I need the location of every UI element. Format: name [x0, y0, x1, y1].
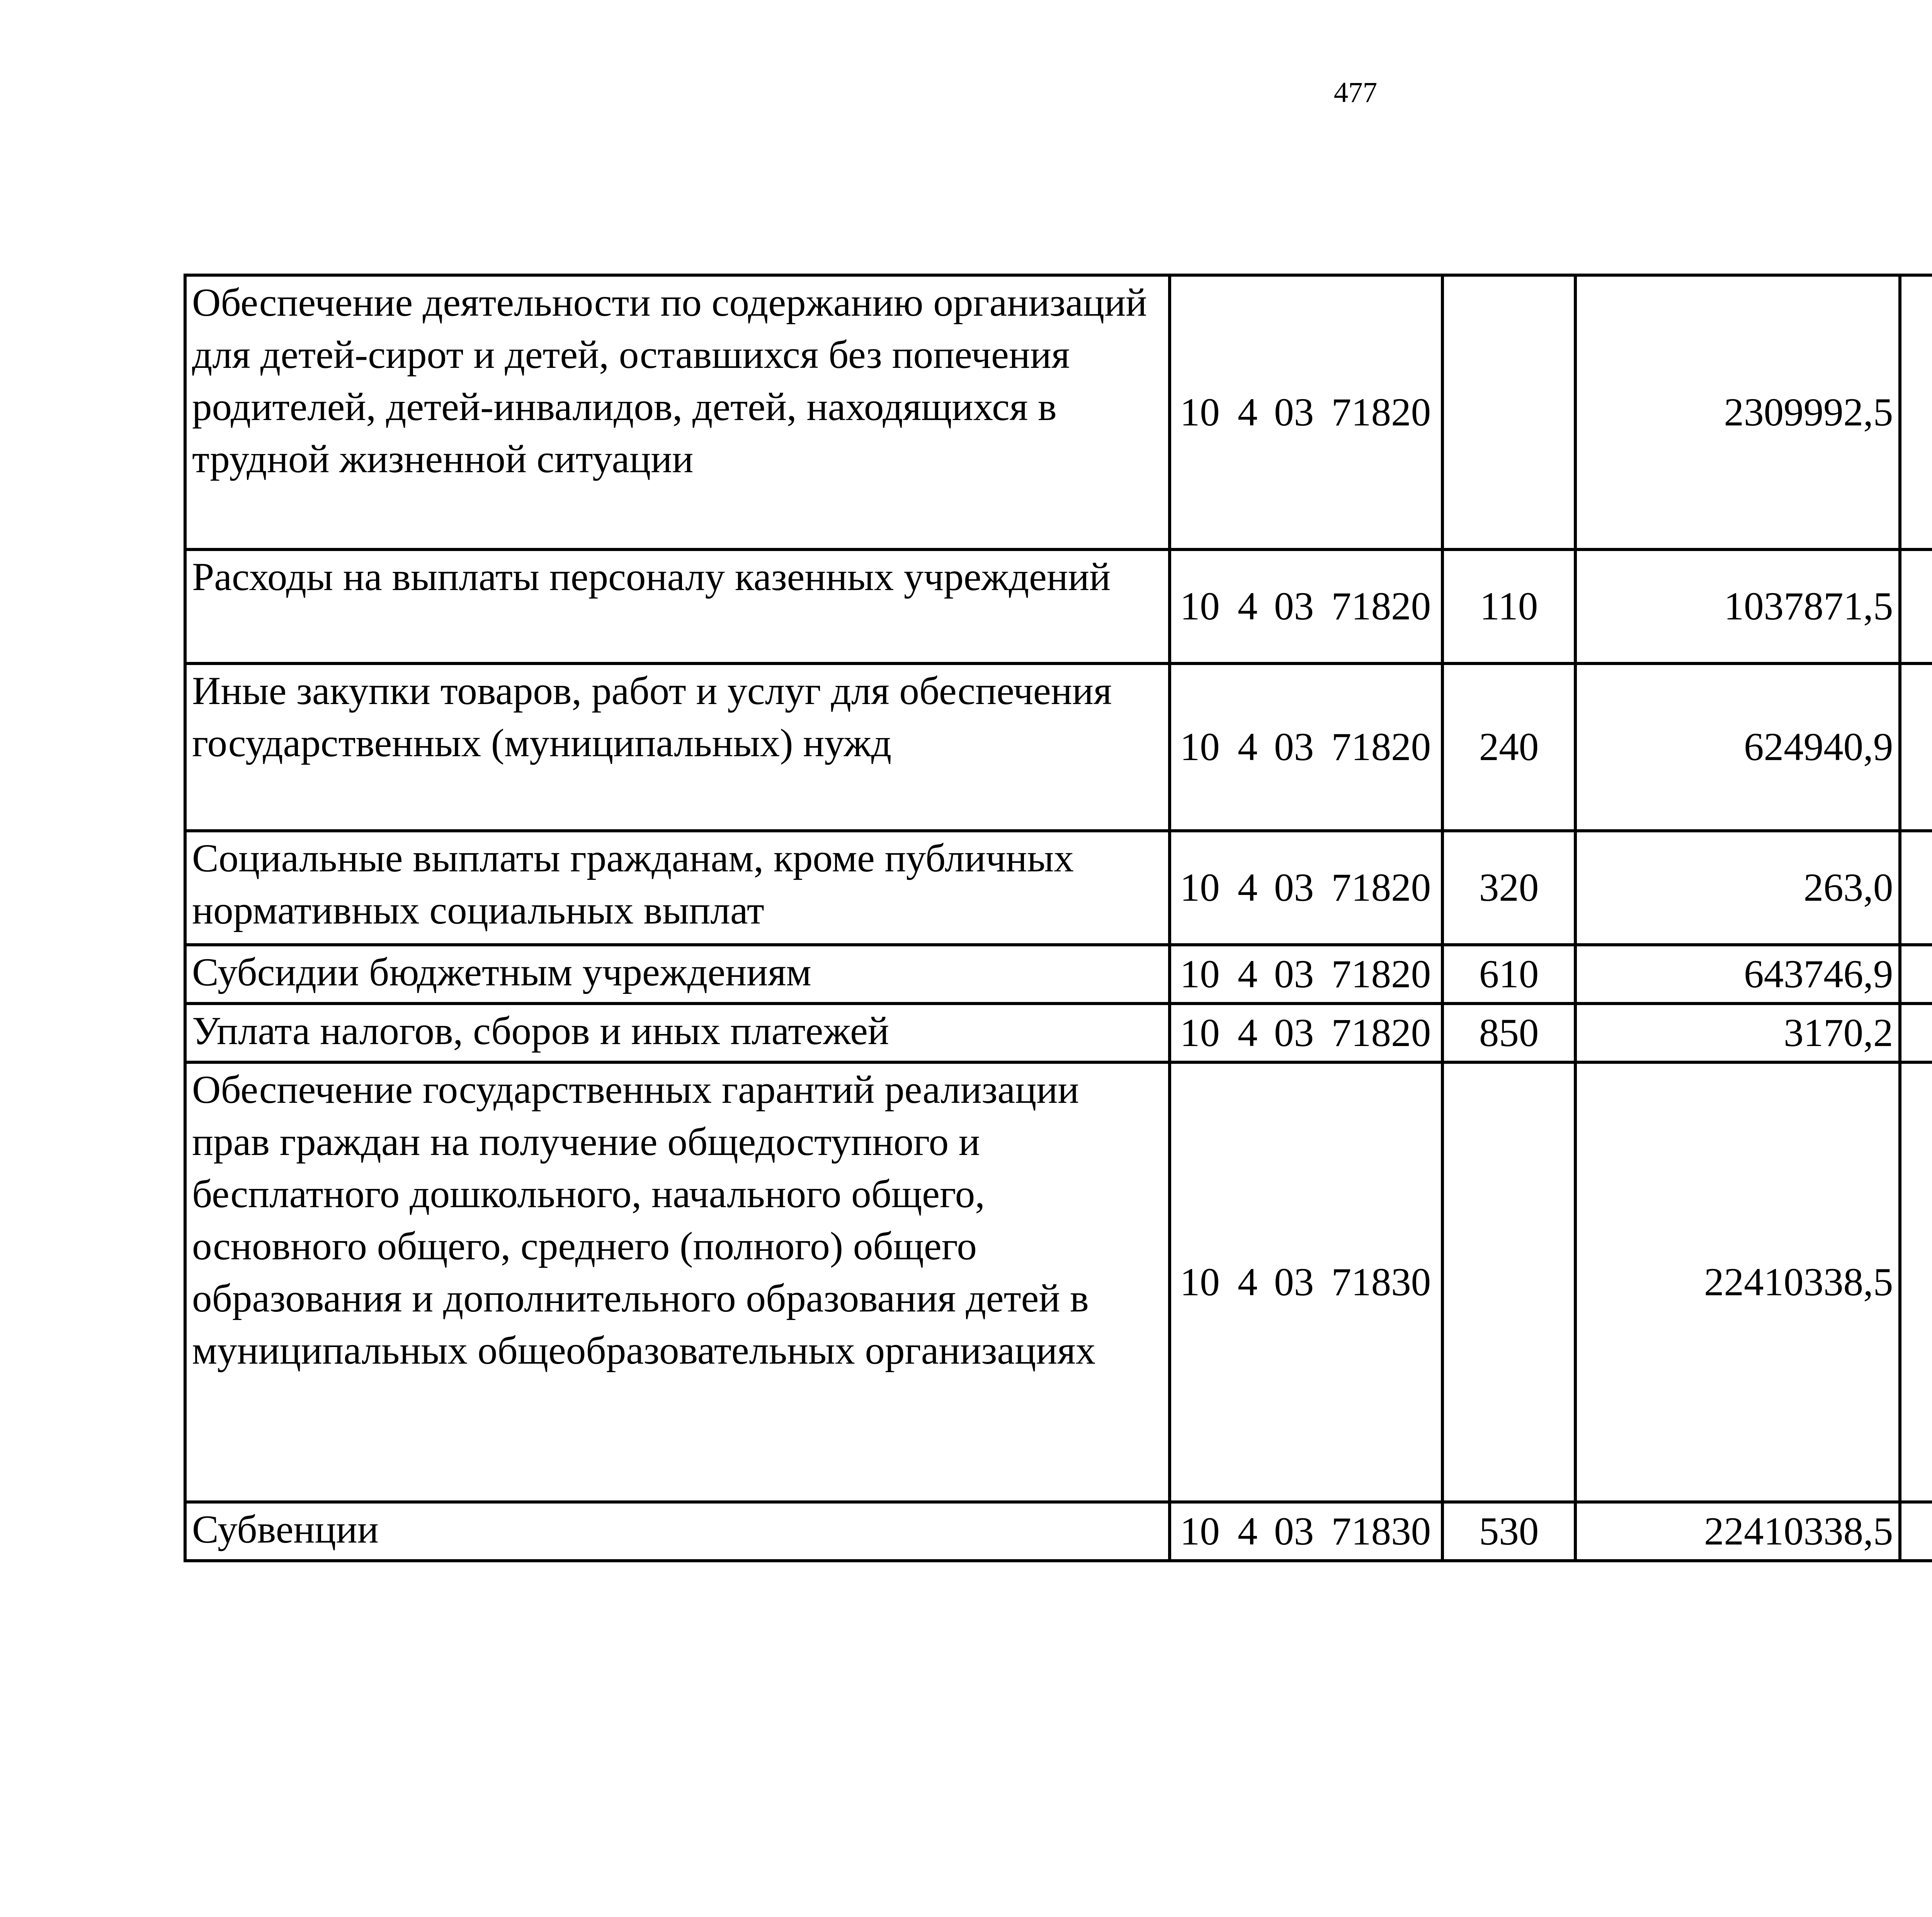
code-program: 03 [1267, 549, 1321, 663]
code-program: 03 [1267, 1062, 1321, 1502]
amount-2 [1900, 1004, 1932, 1062]
code-section: 10 [1170, 831, 1229, 945]
code-article: 71820 [1321, 275, 1442, 549]
code-section: 10 [1170, 1062, 1229, 1502]
table-row [185, 1062, 1932, 1502]
row-description: Уплата налогов, сборов и иных платежей [185, 1004, 1170, 1062]
expense-type: 610 [1442, 945, 1575, 1004]
code-subsection: 4 [1229, 549, 1267, 663]
code-program: 03 [1267, 831, 1321, 945]
table-row [185, 1502, 1932, 1561]
code-article: 71820 [1321, 549, 1442, 663]
expense-type: 240 [1442, 663, 1575, 831]
amount-2 [1900, 275, 1932, 549]
table-row [185, 1004, 1932, 1062]
code-program: 03 [1267, 1004, 1321, 1062]
code-article: 71820 [1321, 945, 1442, 1004]
code-article: 71830 [1321, 1502, 1442, 1561]
amount-2 [1900, 945, 1932, 1004]
row-description: Иные закупки товаров, работ и услуг для обеспечения государственных (муниципальных) нужд [185, 663, 1170, 831]
amount-1: 2309992,5 [1575, 275, 1900, 549]
amount-1: 1037871,5 [1575, 549, 1900, 663]
code-article: 71820 [1321, 831, 1442, 945]
code-subsection: 4 [1229, 945, 1267, 1004]
table-row [185, 831, 1932, 945]
code-subsection: 4 [1229, 1502, 1267, 1561]
expense-type: 530 [1442, 1502, 1575, 1561]
row-description: Социальные выплаты гражданам, кроме публичных нормативных социальных выплат [185, 831, 1170, 945]
amount-1: 263,0 [1575, 831, 1900, 945]
amount-1: 624940,9 [1575, 663, 1900, 831]
amount-2 [1900, 831, 1932, 945]
code-section: 10 [1170, 1502, 1229, 1561]
budget-table [184, 274, 1932, 1562]
code-program: 03 [1267, 1502, 1321, 1561]
code-section: 10 [1170, 663, 1229, 831]
code-section: 10 [1170, 275, 1229, 549]
code-article: 71830 [1321, 1062, 1442, 1502]
code-program: 03 [1267, 945, 1321, 1004]
row-description: Расходы на выплаты персоналу казенных учреждений [185, 549, 1170, 663]
code-subsection: 4 [1229, 663, 1267, 831]
code-section: 10 [1170, 1004, 1229, 1062]
expense-type: 320 [1442, 831, 1575, 945]
expense-type [1442, 1062, 1575, 1502]
table-row [185, 663, 1932, 831]
row-description: Обеспечение деятельности по содержанию организаций для детей-сирот и детей, оставшихся без попечения родителей, детей-инвалидов, детей, находящихся в трудной жизненной ситуации [185, 275, 1170, 549]
code-program: 03 [1267, 275, 1321, 549]
page-number: 477 [1333, 77, 1378, 109]
amount-2 [1900, 663, 1932, 831]
table-row [185, 945, 1932, 1004]
amount-1: 643746,9 [1575, 945, 1900, 1004]
code-article: 71820 [1321, 1004, 1442, 1062]
code-article: 71820 [1321, 663, 1442, 831]
code-subsection: 4 [1229, 1062, 1267, 1502]
amount-1: 22410338,5 [1575, 1502, 1900, 1561]
code-subsection: 4 [1229, 275, 1267, 549]
code-section: 10 [1170, 549, 1229, 663]
code-subsection: 4 [1229, 1004, 1267, 1062]
row-description: Обеспечение государственных гарантий реализации прав граждан на получение общедоступного и бесплатного дошкольного, начального общего, основного общего, среднего (полного) общего образования и дополнительного образования детей в муниципальных общеобразовательных организациях [185, 1062, 1170, 1502]
amount-2 [1900, 1062, 1932, 1502]
row-description: Субвенции [185, 1502, 1170, 1561]
amount-2 [1900, 1502, 1932, 1561]
expense-type [1442, 275, 1575, 549]
table-row [185, 549, 1932, 663]
table-row [185, 275, 1932, 549]
expense-type: 850 [1442, 1004, 1575, 1062]
row-description: Субсидии бюджетным учреждениям [185, 945, 1170, 1004]
code-section: 10 [1170, 945, 1229, 1004]
expense-type: 110 [1442, 549, 1575, 663]
code-subsection: 4 [1229, 831, 1267, 945]
amount-2 [1900, 549, 1932, 663]
code-program: 03 [1267, 663, 1321, 831]
amount-1: 22410338,5 [1575, 1062, 1900, 1502]
amount-1: 3170,2 [1575, 1004, 1900, 1062]
